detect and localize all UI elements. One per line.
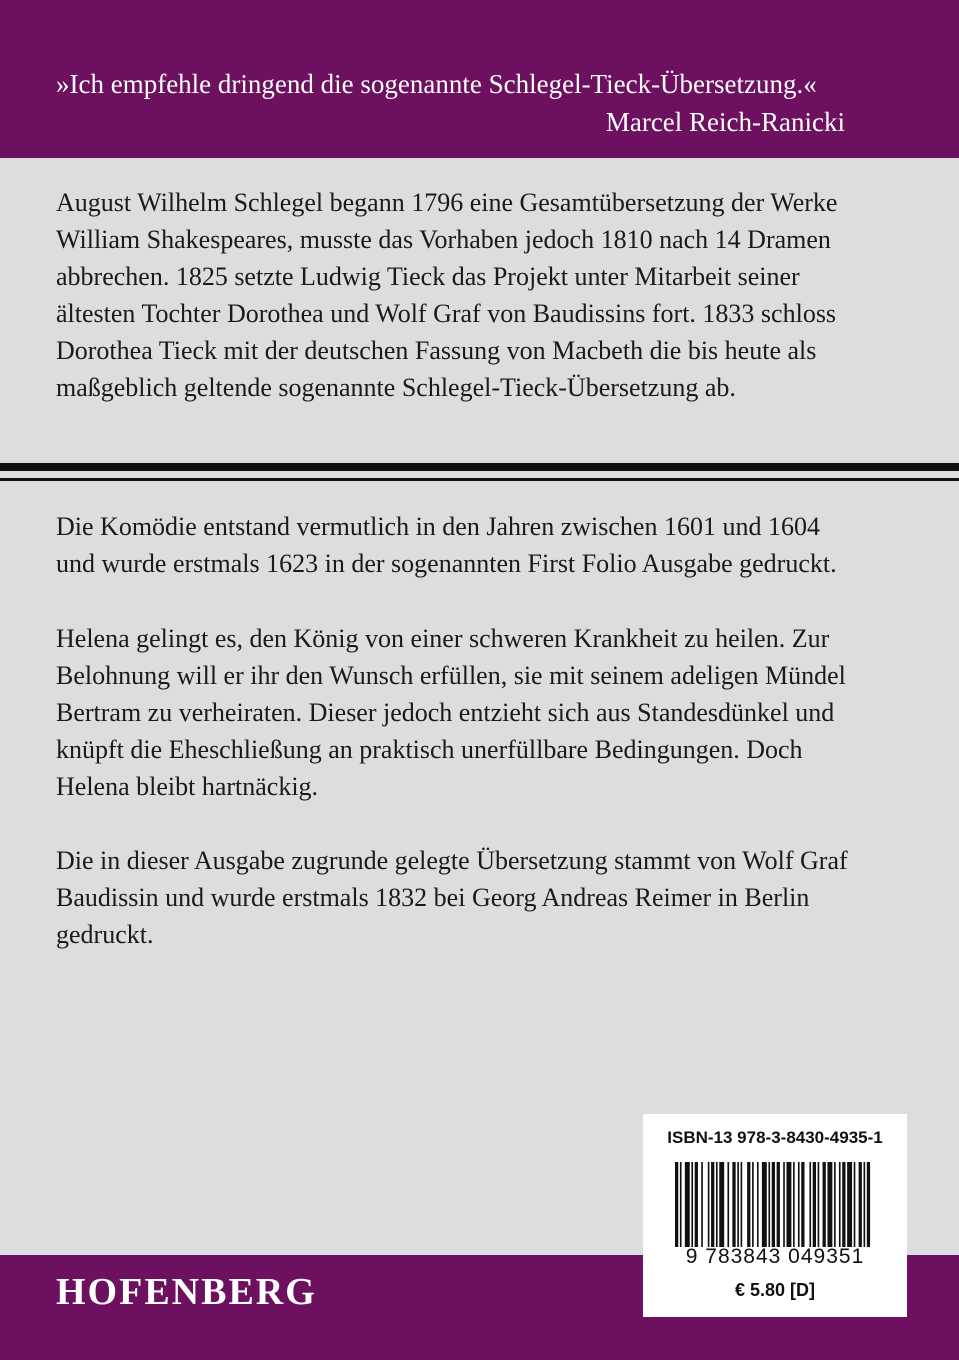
barcode-bar [685,1162,690,1247]
barcode-bar [741,1162,743,1247]
barcode-bar [783,1162,785,1247]
barcode-bar [842,1162,845,1247]
barcode-bar [847,1162,852,1247]
barcode-bar [708,1162,710,1247]
barcode-bar [801,1162,804,1247]
origin-paragraph: Die Komödie entstand vermutlich in den Jahren zwischen 1601 und 1604 und wurde erstmals 1623 in der sogenannten First Folio Ausgabe gedruckt. [56,512,837,578]
barcode-bar [752,1162,754,1247]
barcode-digits: 9 783843 049351 [685,1245,865,1268]
barcode-bar [823,1162,826,1247]
barcode-bar [786,1162,791,1247]
barcode-bar [732,1162,735,1247]
barcode-bar [747,1162,750,1247]
isbn-label: ISBN-13 978-3-8430-4935-1 [667,1128,883,1147]
barcode-bar [864,1162,866,1247]
barcode-bar [701,1162,703,1247]
publisher-brand: HOFENBERG [56,1271,317,1313]
barcode-bar [813,1162,816,1247]
barcode-bar [859,1162,862,1247]
barcode-bar [798,1162,800,1247]
barcode-bar [737,1162,739,1247]
barcode-bar [716,1162,718,1247]
barcode-bar [675,1162,678,1247]
barcode-bar [695,1162,698,1247]
barcode-bar [727,1162,729,1247]
header-quote: »Ich empfehle dringend die sogenannte Schlegel-Tieck-Übersetzung.« [56,69,817,99]
divider-thin [0,478,959,481]
barcode-bar [772,1162,775,1247]
plot-paragraph: Helena gelingt es, den König von einer schweren Krankheit zu heilen. Zur Belohnung will er ihr den Wunsch erfüllen, sie mit seinem adeligen Mündel Bertram zu verheiraten. Dieser jedoch entzieht sich aus Standesdünkel und knüpft die Eheschließung an praktisch unerfüllbare Bedingungen. Doch Helena bleibt hartnäckig. [56,624,846,801]
isbn-box [643,1114,907,1317]
barcode-bar [834,1162,836,1247]
barcode-bar [809,1162,811,1247]
intro-paragraph: August Wilhelm Schlegel begann 1796 eine Gesamtübersetzung der Werke William Shakespeares, musste das Vorhaben jedoch 1810 nach 14 Dramen abbrechen. 1825 setzte Ludwig Tieck das Projekt unter Mitarbeit seiner ältesten Tochter Dorothea und Wolf Graf von Baudissins fort. 1833 schloss Dorothea Tieck mit der deutschen Fassung von Macbeth die bis heute als maßgeblich geltende sogenannte Schlegel-Tieck-Übersetzung ab. [56,188,838,402]
barcode-bar [793,1162,795,1247]
divider-thick [0,463,959,471]
barcode-bar [777,1162,780,1247]
barcode-bar [719,1162,724,1247]
barcode-bar [768,1162,770,1247]
barcode-bar [691,1162,693,1247]
barcode-bar [818,1162,820,1247]
barcode-bar [711,1162,714,1247]
barcode-bar [680,1162,682,1247]
barcode-bar [762,1162,767,1247]
barcode-bar [867,1162,870,1247]
barcode-bar [827,1162,832,1247]
header-band [0,0,959,158]
barcode-bar [854,1162,856,1247]
barcode-bar [757,1162,759,1247]
translation-paragraph: Die in dieser Ausgabe zugrunde gelegte Übersetzung stammt von Wolf Graf Baudissin und wurde erstmals 1832 bei Georg Andreas Reimer in Berlin gedruckt. [56,846,848,949]
barcode-image [675,1162,875,1247]
price-label: € 5.80 [D] [734,1280,816,1300]
quote-author: Marcel Reich-Ranicki [605,107,845,137]
barcode-bar [839,1162,841,1247]
